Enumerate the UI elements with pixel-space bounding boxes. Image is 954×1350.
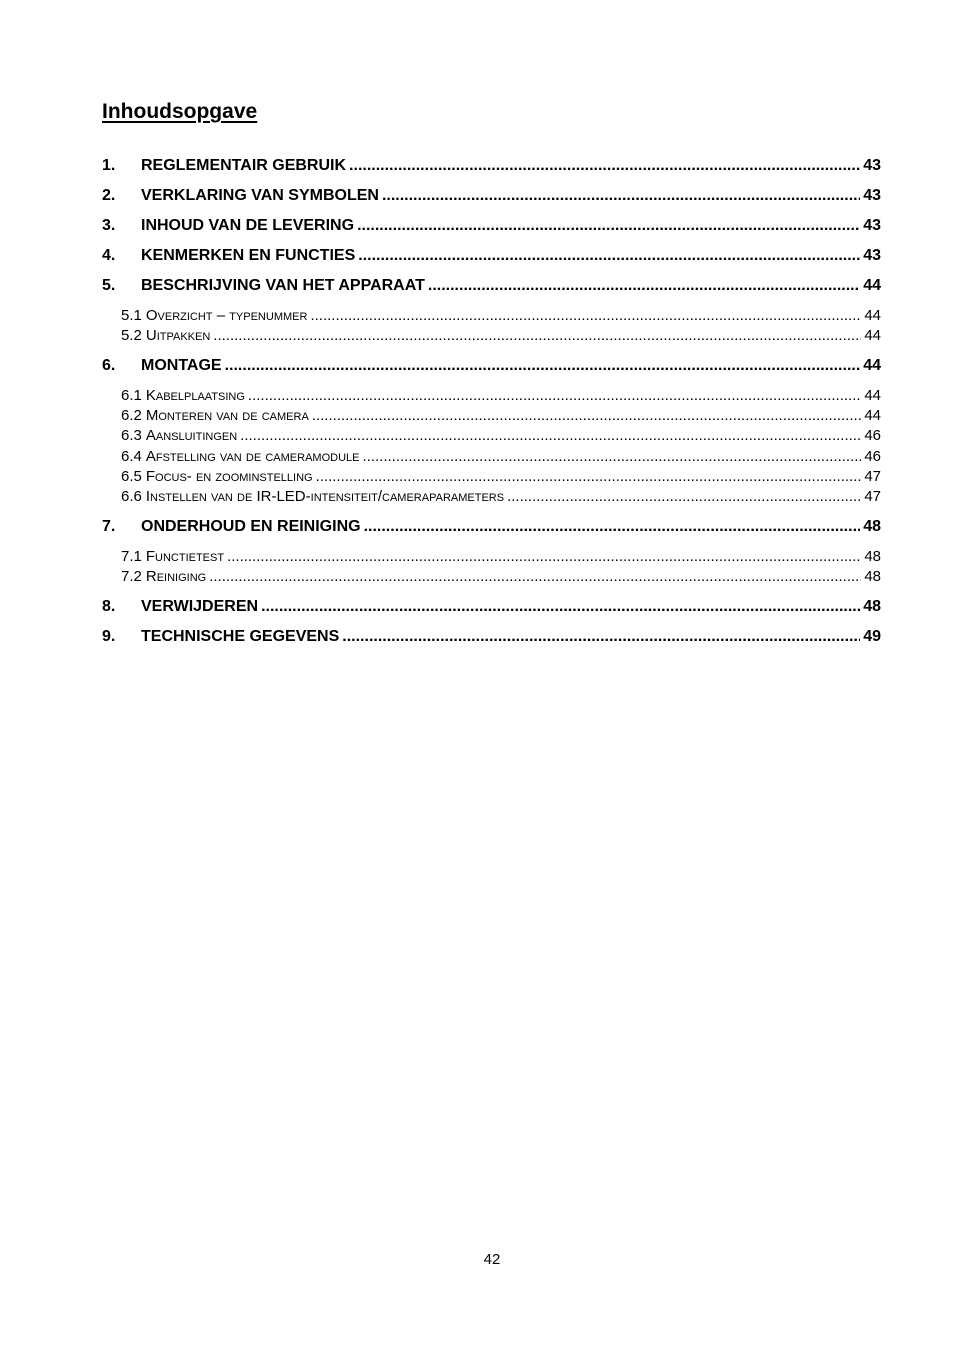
toc-entry-title: Afstelling van de cameramodule bbox=[145, 448, 360, 465]
toc-entry-page: 48 bbox=[864, 568, 881, 585]
toc-dot-leader bbox=[316, 467, 862, 487]
toc-entry-page: 43 bbox=[863, 247, 881, 264]
toc-entry-title: KENMERKEN EN FUNCTIES bbox=[141, 247, 356, 264]
toc-entry-6-4[interactable] bbox=[102, 447, 881, 467]
page-number: 42 bbox=[483, 1251, 501, 1268]
toc-entry-page: 44 bbox=[864, 407, 881, 424]
toc-entry-number: 9. bbox=[102, 628, 116, 645]
toc-entry-6[interactable] bbox=[102, 356, 881, 376]
toc-entry-6-2[interactable] bbox=[102, 406, 881, 426]
toc-entry-7-1[interactable] bbox=[102, 547, 881, 567]
toc-entry-title: Instellen van de IR-LED-intensiteit/cameraparameters bbox=[145, 488, 505, 505]
toc-entry-title: Kabelplaatsing bbox=[145, 387, 245, 404]
toc-entry-number: 6.2 bbox=[121, 407, 142, 424]
toc-entry-page: 47 bbox=[864, 468, 881, 485]
toc-dot-leader bbox=[349, 156, 860, 176]
toc-entry-title: Aansluitingen bbox=[145, 427, 238, 444]
toc-entry-number: 5.2 bbox=[121, 327, 142, 344]
toc-dot-leader bbox=[364, 517, 861, 537]
toc-entry-title: BESCHRIJVING VAN HET APPARAAT bbox=[141, 277, 425, 294]
toc-entry-7-2[interactable] bbox=[102, 567, 881, 587]
toc-entry-page: 43 bbox=[863, 217, 881, 234]
toc-dot-leader bbox=[357, 216, 860, 236]
toc-dot-leader bbox=[240, 426, 861, 446]
toc-entry-number: 7.1 bbox=[121, 548, 142, 565]
toc-entry-title: Overzicht – typenummer bbox=[145, 307, 308, 324]
page-title: Inhoudsopgave bbox=[102, 100, 258, 123]
toc-entry-number: 1. bbox=[102, 157, 116, 174]
toc-entry-number: 4. bbox=[102, 247, 116, 264]
toc-entry-3[interactable] bbox=[102, 216, 881, 236]
toc-entry-title: ONDERHOUD EN REINIGING bbox=[141, 518, 361, 535]
toc-entry-6-1[interactable] bbox=[102, 386, 881, 406]
toc-entry-number: 6.4 bbox=[121, 448, 142, 465]
toc-dot-leader bbox=[248, 386, 861, 406]
toc-entry-4[interactable] bbox=[102, 246, 881, 266]
toc-entry-page: 49 bbox=[863, 628, 881, 645]
toc-entry-number: 6.5 bbox=[121, 468, 142, 485]
toc-entry-page: 47 bbox=[864, 488, 881, 505]
toc-entry-number: 6. bbox=[102, 357, 116, 374]
toc-entry-8[interactable] bbox=[102, 597, 881, 617]
toc-entry-page: 48 bbox=[863, 598, 881, 615]
toc-dot-leader bbox=[209, 567, 861, 587]
toc-entry-number: 6.6 bbox=[121, 488, 142, 505]
toc-entry-6-5[interactable] bbox=[102, 467, 881, 487]
toc-dot-leader bbox=[312, 406, 862, 426]
toc-entry-7[interactable] bbox=[102, 517, 881, 537]
toc-dot-leader bbox=[342, 627, 860, 647]
toc-entry-number: 6.1 bbox=[121, 387, 142, 404]
toc-dot-leader bbox=[428, 276, 860, 296]
toc-entry-number: 6.3 bbox=[121, 427, 142, 444]
toc-entry-page: 43 bbox=[863, 157, 881, 174]
toc-entry-number: 5.1 bbox=[121, 307, 142, 324]
toc-entry-page: 48 bbox=[863, 518, 881, 535]
toc-entry-number: 3. bbox=[102, 217, 116, 234]
toc-entry-number: 7.2 bbox=[121, 568, 142, 585]
toc-dot-leader bbox=[382, 186, 860, 206]
toc-entry-page: 44 bbox=[864, 327, 881, 344]
toc-entry-number: 8. bbox=[102, 598, 116, 615]
toc-entry-title: TECHNISCHE GEGEVENS bbox=[141, 628, 340, 645]
toc-dot-leader bbox=[507, 487, 861, 507]
toc-entry-number: 2. bbox=[102, 187, 116, 204]
toc-entry-title: VERWIJDEREN bbox=[141, 598, 259, 615]
toc-entry-page: 48 bbox=[864, 548, 881, 565]
toc-entry-5-2[interactable] bbox=[102, 326, 881, 346]
toc-entry-page: 44 bbox=[864, 387, 881, 404]
toc-entry-title: Reiniging bbox=[145, 568, 207, 585]
toc-entry-page: 46 bbox=[864, 448, 881, 465]
toc-dot-leader bbox=[213, 326, 861, 346]
toc-dot-leader bbox=[362, 447, 861, 467]
toc-entry-title: VERKLARING VAN SYMBOLEN bbox=[141, 187, 379, 204]
toc-dot-leader bbox=[261, 597, 860, 617]
toc-entry-title: Functietest bbox=[145, 548, 225, 565]
toc-entry-title: Focus- en zoominstelling bbox=[145, 468, 313, 485]
toc-entry-number: 5. bbox=[102, 277, 116, 294]
toc-entry-page: 44 bbox=[864, 307, 881, 324]
toc-entry-5-1[interactable] bbox=[102, 306, 881, 326]
toc-entry-6-3[interactable] bbox=[102, 426, 881, 446]
toc-entry-6-6[interactable] bbox=[102, 487, 881, 507]
toc-entry-2[interactable] bbox=[102, 186, 881, 206]
toc-dot-leader bbox=[358, 246, 860, 266]
toc-entry-title: Uitpakken bbox=[145, 327, 211, 344]
toc-entry-1[interactable] bbox=[102, 156, 881, 176]
toc-dot-leader bbox=[225, 356, 861, 376]
toc-entry-page: 44 bbox=[863, 357, 881, 374]
toc-entry-number: 7. bbox=[102, 518, 116, 535]
toc-entry-title: MONTAGE bbox=[141, 357, 222, 374]
toc-entry-title: REGLEMENTAIR GEBRUIK bbox=[141, 157, 347, 174]
toc-entry-9[interactable] bbox=[102, 627, 881, 647]
toc-dot-leader bbox=[227, 547, 861, 567]
toc-entry-page: 46 bbox=[864, 427, 881, 444]
toc-entry-page: 43 bbox=[863, 187, 881, 204]
toc-entry-5[interactable] bbox=[102, 276, 881, 296]
toc-entry-page: 44 bbox=[863, 277, 881, 294]
toc-dot-leader bbox=[310, 306, 861, 326]
toc-entry-title: INHOUD VAN DE LEVERING bbox=[141, 217, 355, 234]
toc-entry-title: Monteren van de camera bbox=[145, 407, 309, 424]
